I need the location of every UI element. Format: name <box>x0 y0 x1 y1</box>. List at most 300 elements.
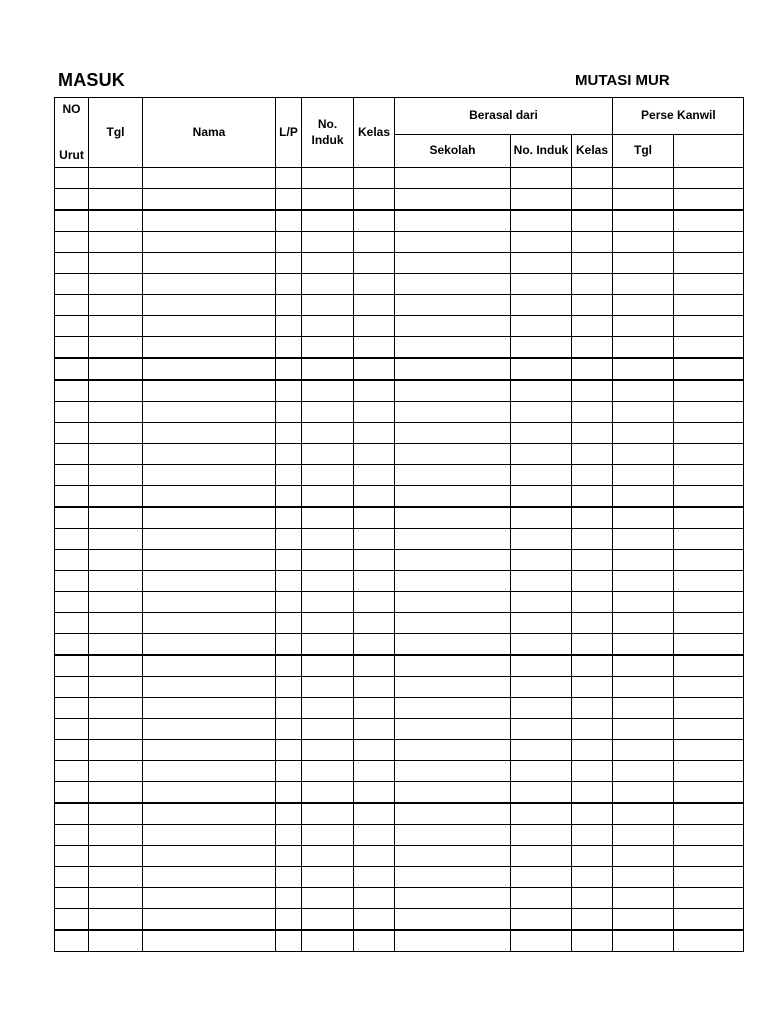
table-cell[interactable] <box>302 803 354 825</box>
table-cell[interactable] <box>613 592 674 613</box>
table-cell[interactable] <box>55 888 89 909</box>
table-cell[interactable] <box>276 930 302 952</box>
table-cell[interactable] <box>55 274 89 295</box>
table-cell[interactable] <box>674 507 744 529</box>
table-cell[interactable] <box>89 825 143 846</box>
table-cell[interactable] <box>572 253 613 274</box>
table-cell[interactable] <box>572 698 613 719</box>
table-cell[interactable] <box>354 337 395 359</box>
table-cell[interactable] <box>572 825 613 846</box>
table-cell[interactable] <box>395 168 511 189</box>
table-cell[interactable] <box>89 295 143 316</box>
table-cell[interactable] <box>143 825 276 846</box>
table-cell[interactable] <box>674 782 744 804</box>
table-cell[interactable] <box>395 782 511 804</box>
table-cell[interactable] <box>511 634 572 656</box>
table-cell[interactable] <box>55 846 89 867</box>
table-cell[interactable] <box>143 465 276 486</box>
table-cell[interactable] <box>143 803 276 825</box>
table-cell[interactable] <box>572 677 613 698</box>
table-cell[interactable] <box>613 803 674 825</box>
table-cell[interactable] <box>674 423 744 444</box>
table-cell[interactable] <box>572 316 613 337</box>
table-cell[interactable] <box>89 740 143 761</box>
table-cell[interactable] <box>143 189 276 211</box>
table-cell[interactable] <box>613 507 674 529</box>
table-cell[interactable] <box>613 486 674 508</box>
table-cell[interactable] <box>55 825 89 846</box>
table-cell[interactable] <box>572 613 613 634</box>
table-cell[interactable] <box>89 803 143 825</box>
table-cell[interactable] <box>354 274 395 295</box>
table-cell[interactable] <box>354 465 395 486</box>
table-cell[interactable] <box>354 613 395 634</box>
table-cell[interactable] <box>302 782 354 804</box>
table-cell[interactable] <box>354 210 395 232</box>
table-cell[interactable] <box>302 402 354 423</box>
table-cell[interactable] <box>613 571 674 592</box>
table-cell[interactable] <box>354 189 395 211</box>
table-cell[interactable] <box>354 253 395 274</box>
table-cell[interactable] <box>674 380 744 402</box>
table-cell[interactable] <box>354 634 395 656</box>
table-cell[interactable] <box>395 358 511 380</box>
table-cell[interactable] <box>302 592 354 613</box>
table-cell[interactable] <box>395 803 511 825</box>
table-cell[interactable] <box>613 655 674 677</box>
table-cell[interactable] <box>143 337 276 359</box>
table-cell[interactable] <box>395 507 511 529</box>
table-cell[interactable] <box>354 761 395 782</box>
table-cell[interactable] <box>613 444 674 465</box>
table-cell[interactable] <box>354 380 395 402</box>
table-cell[interactable] <box>354 529 395 550</box>
table-cell[interactable] <box>55 423 89 444</box>
table-cell[interactable] <box>395 740 511 761</box>
table-cell[interactable] <box>354 655 395 677</box>
table-cell[interactable] <box>511 825 572 846</box>
table-cell[interactable] <box>674 168 744 189</box>
table-cell[interactable] <box>511 846 572 867</box>
table-cell[interactable] <box>302 825 354 846</box>
table-cell[interactable] <box>354 825 395 846</box>
table-cell[interactable] <box>354 719 395 740</box>
table-cell[interactable] <box>613 677 674 698</box>
table-cell[interactable] <box>674 846 744 867</box>
table-cell[interactable] <box>613 189 674 211</box>
table-cell[interactable] <box>395 444 511 465</box>
table-cell[interactable] <box>395 232 511 253</box>
table-cell[interactable] <box>276 337 302 359</box>
table-cell[interactable] <box>511 930 572 952</box>
table-cell[interactable] <box>674 655 744 677</box>
table-cell[interactable] <box>354 592 395 613</box>
table-cell[interactable] <box>89 507 143 529</box>
table-cell[interactable] <box>674 613 744 634</box>
table-cell[interactable] <box>276 719 302 740</box>
table-cell[interactable] <box>674 740 744 761</box>
table-cell[interactable] <box>395 423 511 444</box>
table-cell[interactable] <box>55 402 89 423</box>
table-cell[interactable] <box>674 444 744 465</box>
table-cell[interactable] <box>55 782 89 804</box>
table-cell[interactable] <box>395 677 511 698</box>
table-cell[interactable] <box>143 930 276 952</box>
table-cell[interactable] <box>302 358 354 380</box>
table-cell[interactable] <box>143 698 276 719</box>
table-cell[interactable] <box>511 337 572 359</box>
table-cell[interactable] <box>354 550 395 571</box>
table-cell[interactable] <box>511 444 572 465</box>
table-cell[interactable] <box>572 189 613 211</box>
table-cell[interactable] <box>674 888 744 909</box>
table-cell[interactable] <box>302 571 354 592</box>
table-cell[interactable] <box>613 909 674 931</box>
table-cell[interactable] <box>354 444 395 465</box>
table-cell[interactable] <box>674 232 744 253</box>
table-cell[interactable] <box>354 571 395 592</box>
table-cell[interactable] <box>302 486 354 508</box>
table-cell[interactable] <box>511 507 572 529</box>
table-cell[interactable] <box>143 550 276 571</box>
table-cell[interactable] <box>302 295 354 316</box>
table-cell[interactable] <box>395 210 511 232</box>
table-cell[interactable] <box>395 295 511 316</box>
table-cell[interactable] <box>572 402 613 423</box>
table-cell[interactable] <box>302 253 354 274</box>
table-cell[interactable] <box>674 930 744 952</box>
table-cell[interactable] <box>395 571 511 592</box>
table-cell[interactable] <box>89 930 143 952</box>
table-cell[interactable] <box>572 740 613 761</box>
table-cell[interactable] <box>354 232 395 253</box>
table-cell[interactable] <box>55 253 89 274</box>
table-cell[interactable] <box>276 613 302 634</box>
table-cell[interactable] <box>89 571 143 592</box>
table-cell[interactable] <box>89 337 143 359</box>
table-cell[interactable] <box>511 740 572 761</box>
table-cell[interactable] <box>89 189 143 211</box>
table-cell[interactable] <box>511 719 572 740</box>
table-cell[interactable] <box>55 465 89 486</box>
table-cell[interactable] <box>89 677 143 698</box>
table-cell[interactable] <box>613 634 674 656</box>
table-cell[interactable] <box>613 402 674 423</box>
table-cell[interactable] <box>276 698 302 719</box>
table-cell[interactable] <box>143 274 276 295</box>
table-cell[interactable] <box>354 867 395 888</box>
table-cell[interactable] <box>354 423 395 444</box>
table-cell[interactable] <box>143 867 276 888</box>
table-cell[interactable] <box>572 444 613 465</box>
table-cell[interactable] <box>354 358 395 380</box>
table-cell[interactable] <box>276 189 302 211</box>
table-cell[interactable] <box>89 634 143 656</box>
table-cell[interactable] <box>302 677 354 698</box>
table-cell[interactable] <box>89 232 143 253</box>
table-cell[interactable] <box>395 761 511 782</box>
table-cell[interactable] <box>354 846 395 867</box>
table-cell[interactable] <box>276 253 302 274</box>
table-cell[interactable] <box>302 444 354 465</box>
table-cell[interactable] <box>613 316 674 337</box>
table-cell[interactable] <box>613 740 674 761</box>
table-cell[interactable] <box>572 909 613 931</box>
table-cell[interactable] <box>395 316 511 337</box>
table-cell[interactable] <box>613 550 674 571</box>
table-cell[interactable] <box>276 529 302 550</box>
table-cell[interactable] <box>143 571 276 592</box>
table-cell[interactable] <box>511 867 572 888</box>
table-cell[interactable] <box>511 613 572 634</box>
table-cell[interactable] <box>511 888 572 909</box>
table-cell[interactable] <box>55 761 89 782</box>
table-cell[interactable] <box>511 232 572 253</box>
table-cell[interactable] <box>395 867 511 888</box>
table-cell[interactable] <box>55 529 89 550</box>
table-cell[interactable] <box>143 592 276 613</box>
table-cell[interactable] <box>276 423 302 444</box>
table-cell[interactable] <box>674 465 744 486</box>
table-cell[interactable] <box>302 909 354 931</box>
table-cell[interactable] <box>55 316 89 337</box>
table-cell[interactable] <box>276 846 302 867</box>
table-cell[interactable] <box>674 337 744 359</box>
table-cell[interactable] <box>143 507 276 529</box>
table-cell[interactable] <box>143 909 276 931</box>
table-cell[interactable] <box>143 380 276 402</box>
table-cell[interactable] <box>572 486 613 508</box>
table-cell[interactable] <box>276 803 302 825</box>
table-cell[interactable] <box>613 825 674 846</box>
table-cell[interactable] <box>89 909 143 931</box>
table-cell[interactable] <box>511 189 572 211</box>
table-cell[interactable] <box>511 677 572 698</box>
table-cell[interactable] <box>511 592 572 613</box>
table-cell[interactable] <box>276 761 302 782</box>
table-cell[interactable] <box>511 253 572 274</box>
table-cell[interactable] <box>511 295 572 316</box>
table-cell[interactable] <box>276 274 302 295</box>
table-cell[interactable] <box>674 719 744 740</box>
table-cell[interactable] <box>511 909 572 931</box>
table-cell[interactable] <box>276 295 302 316</box>
table-cell[interactable] <box>302 846 354 867</box>
table-cell[interactable] <box>302 168 354 189</box>
table-cell[interactable] <box>395 846 511 867</box>
table-cell[interactable] <box>395 380 511 402</box>
table-cell[interactable] <box>276 402 302 423</box>
table-cell[interactable] <box>674 316 744 337</box>
table-cell[interactable] <box>55 655 89 677</box>
table-cell[interactable] <box>354 698 395 719</box>
table-cell[interactable] <box>613 295 674 316</box>
table-cell[interactable] <box>572 888 613 909</box>
table-cell[interactable] <box>511 423 572 444</box>
table-cell[interactable] <box>302 550 354 571</box>
table-cell[interactable] <box>511 529 572 550</box>
table-cell[interactable] <box>143 210 276 232</box>
table-cell[interactable] <box>674 295 744 316</box>
table-cell[interactable] <box>89 486 143 508</box>
table-cell[interactable] <box>395 465 511 486</box>
table-cell[interactable] <box>674 274 744 295</box>
table-cell[interactable] <box>613 613 674 634</box>
table-cell[interactable] <box>302 888 354 909</box>
table-cell[interactable] <box>89 253 143 274</box>
table-cell[interactable] <box>143 486 276 508</box>
table-cell[interactable] <box>276 825 302 846</box>
table-cell[interactable] <box>395 930 511 952</box>
table-cell[interactable] <box>613 274 674 295</box>
table-cell[interactable] <box>55 486 89 508</box>
table-cell[interactable] <box>674 358 744 380</box>
table-cell[interactable] <box>572 358 613 380</box>
table-cell[interactable] <box>395 486 511 508</box>
table-cell[interactable] <box>395 719 511 740</box>
table-cell[interactable] <box>143 168 276 189</box>
table-cell[interactable] <box>89 444 143 465</box>
table-cell[interactable] <box>613 846 674 867</box>
table-cell[interactable] <box>572 550 613 571</box>
table-cell[interactable] <box>395 189 511 211</box>
table-cell[interactable] <box>276 358 302 380</box>
table-cell[interactable] <box>674 803 744 825</box>
table-cell[interactable] <box>613 168 674 189</box>
table-cell[interactable] <box>55 380 89 402</box>
table-cell[interactable] <box>55 867 89 888</box>
table-cell[interactable] <box>354 909 395 931</box>
table-cell[interactable] <box>511 803 572 825</box>
table-cell[interactable] <box>572 210 613 232</box>
table-cell[interactable] <box>302 232 354 253</box>
table-cell[interactable] <box>395 634 511 656</box>
table-cell[interactable] <box>302 613 354 634</box>
table-cell[interactable] <box>143 846 276 867</box>
table-cell[interactable] <box>276 740 302 761</box>
table-cell[interactable] <box>89 210 143 232</box>
table-cell[interactable] <box>674 592 744 613</box>
table-cell[interactable] <box>276 592 302 613</box>
table-cell[interactable] <box>143 402 276 423</box>
table-cell[interactable] <box>89 846 143 867</box>
table-cell[interactable] <box>674 210 744 232</box>
table-cell[interactable] <box>143 423 276 444</box>
table-cell[interactable] <box>302 274 354 295</box>
table-cell[interactable] <box>674 909 744 931</box>
table-cell[interactable] <box>276 571 302 592</box>
table-cell[interactable] <box>674 550 744 571</box>
table-cell[interactable] <box>276 550 302 571</box>
table-cell[interactable] <box>613 888 674 909</box>
table-cell[interactable] <box>55 337 89 359</box>
table-cell[interactable] <box>55 210 89 232</box>
table-cell[interactable] <box>572 761 613 782</box>
table-cell[interactable] <box>674 402 744 423</box>
table-cell[interactable] <box>572 423 613 444</box>
table-cell[interactable] <box>276 909 302 931</box>
table-cell[interactable] <box>354 486 395 508</box>
table-cell[interactable] <box>572 592 613 613</box>
table-cell[interactable] <box>354 402 395 423</box>
table-cell[interactable] <box>511 465 572 486</box>
table-cell[interactable] <box>55 677 89 698</box>
table-cell[interactable] <box>511 698 572 719</box>
table-cell[interactable] <box>55 295 89 316</box>
table-cell[interactable] <box>89 168 143 189</box>
table-cell[interactable] <box>572 380 613 402</box>
table-cell[interactable] <box>302 316 354 337</box>
table-cell[interactable] <box>613 337 674 359</box>
table-cell[interactable] <box>302 930 354 952</box>
table-cell[interactable] <box>511 550 572 571</box>
table-cell[interactable] <box>89 761 143 782</box>
table-cell[interactable] <box>55 719 89 740</box>
table-cell[interactable] <box>613 719 674 740</box>
table-cell[interactable] <box>143 655 276 677</box>
table-cell[interactable] <box>302 189 354 211</box>
table-cell[interactable] <box>354 507 395 529</box>
table-cell[interactable] <box>674 698 744 719</box>
table-cell[interactable] <box>572 803 613 825</box>
table-cell[interactable] <box>511 358 572 380</box>
table-cell[interactable] <box>354 168 395 189</box>
table-cell[interactable] <box>613 380 674 402</box>
table-cell[interactable] <box>302 423 354 444</box>
table-cell[interactable] <box>302 507 354 529</box>
table-cell[interactable] <box>276 888 302 909</box>
table-cell[interactable] <box>613 358 674 380</box>
table-cell[interactable] <box>302 719 354 740</box>
table-cell[interactable] <box>674 634 744 656</box>
table-cell[interactable] <box>395 337 511 359</box>
table-cell[interactable] <box>395 550 511 571</box>
table-cell[interactable] <box>143 677 276 698</box>
table-cell[interactable] <box>511 210 572 232</box>
table-cell[interactable] <box>511 782 572 804</box>
table-cell[interactable] <box>143 634 276 656</box>
table-cell[interactable] <box>511 168 572 189</box>
table-cell[interactable] <box>89 402 143 423</box>
table-cell[interactable] <box>354 803 395 825</box>
table-cell[interactable] <box>572 930 613 952</box>
table-cell[interactable] <box>276 867 302 888</box>
table-cell[interactable] <box>55 358 89 380</box>
table-cell[interactable] <box>89 867 143 888</box>
table-cell[interactable] <box>276 210 302 232</box>
table-cell[interactable] <box>55 634 89 656</box>
table-cell[interactable] <box>572 782 613 804</box>
table-cell[interactable] <box>276 655 302 677</box>
table-cell[interactable] <box>89 423 143 444</box>
table-cell[interactable] <box>572 634 613 656</box>
table-cell[interactable] <box>89 698 143 719</box>
table-cell[interactable] <box>276 634 302 656</box>
table-cell[interactable] <box>613 210 674 232</box>
table-cell[interactable] <box>302 761 354 782</box>
table-cell[interactable] <box>674 253 744 274</box>
table-cell[interactable] <box>572 465 613 486</box>
table-cell[interactable] <box>395 613 511 634</box>
table-cell[interactable] <box>276 168 302 189</box>
table-cell[interactable] <box>674 825 744 846</box>
table-cell[interactable] <box>613 761 674 782</box>
table-cell[interactable] <box>143 232 276 253</box>
table-cell[interactable] <box>55 168 89 189</box>
table-cell[interactable] <box>276 486 302 508</box>
table-cell[interactable] <box>143 761 276 782</box>
table-cell[interactable] <box>674 761 744 782</box>
